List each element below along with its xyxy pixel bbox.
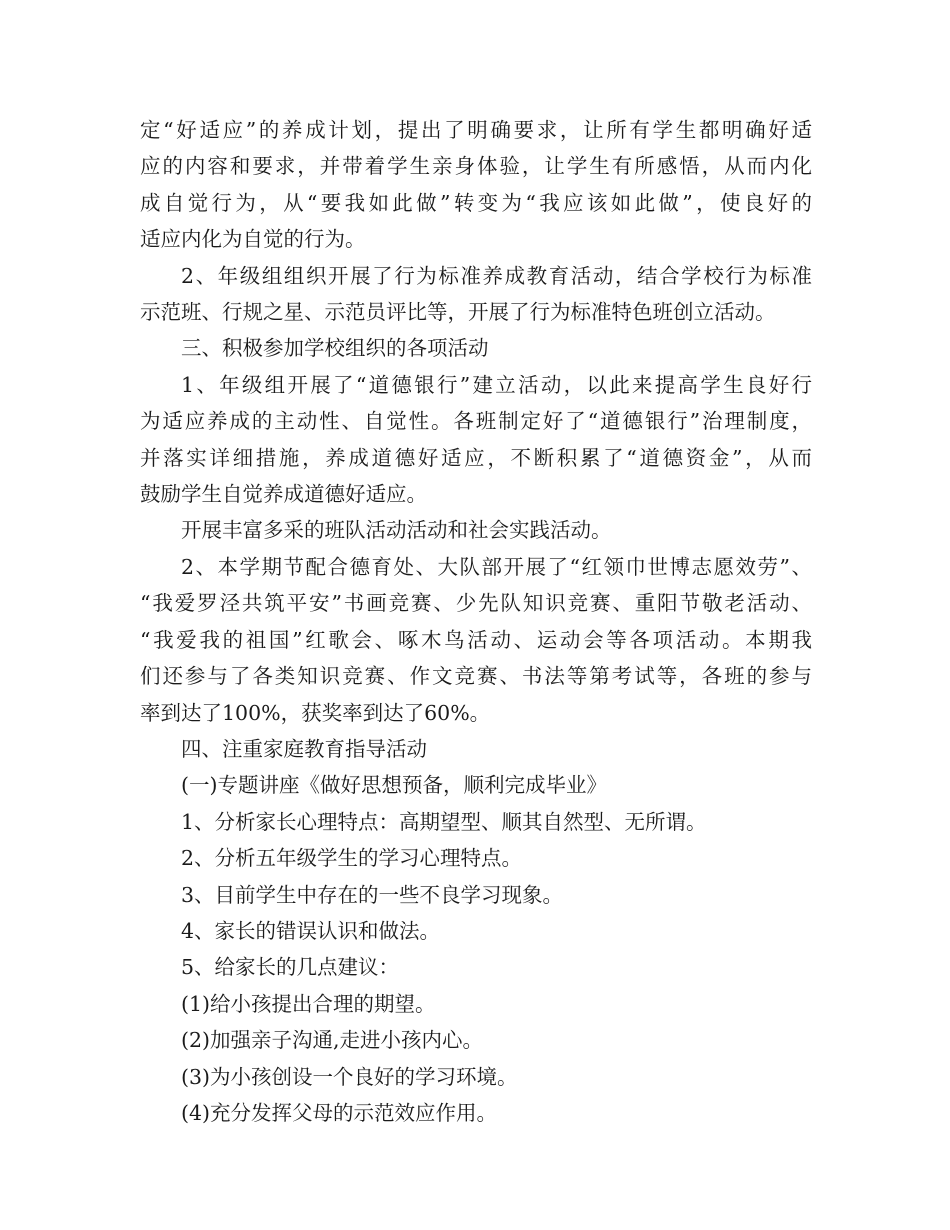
text-line: (一)专题讲座《做好思想预备，顺利完成毕业》 (181, 773, 607, 798)
text-line: 鼓励学生自觉养成道德好适应。 (140, 482, 427, 507)
list-item (140, 877, 812, 913)
paragraph (140, 112, 812, 258)
paragraph (140, 258, 812, 331)
list-item (140, 804, 812, 840)
text-line: 4、家长的错误认识和做法。 (181, 918, 441, 943)
paragraph (140, 549, 812, 731)
document-body (140, 112, 812, 1131)
text-line: 三、积极参加学校组织的各项活动 (181, 336, 489, 361)
text-line: 1、分析家长心理特点：高期望型、顺其自然型、无所谓。 (181, 809, 707, 834)
text-line: 3、目前学生中存在的一些不良学习现象。 (181, 882, 564, 907)
list-item (140, 913, 812, 949)
text-line: 1、年级组开展了“道德银行”建立活动，以此来提高学生良好行 (181, 372, 812, 397)
list-item (140, 840, 812, 876)
list-item (140, 1059, 812, 1095)
text-line: 开展丰富多采的班队活动活动和社会实践活动。 (181, 518, 612, 543)
text-line: 5、给家长的几点建议： (181, 955, 400, 980)
text-line: 2、年级组组织开展了行为标准养成教育活动，结合学校行为标准 (181, 263, 812, 288)
text-line: (2)加强亲子沟通,走进小孩内心。 (181, 1028, 484, 1053)
text-line: (3)为小孩创设一个良好的学习环境。 (181, 1064, 518, 1089)
text-line: (4)充分发挥父母的示范效应作用。 (181, 1100, 498, 1125)
text-line: 2、分析五年级学生的学习心理特点。 (181, 846, 523, 871)
text-line: 并落实详细措施，养成道德好适应，不断积累了“道德资金”，从而 (140, 445, 812, 470)
text-line: 四、注重家庭教育指导活动 (181, 736, 427, 761)
paragraph (140, 512, 812, 548)
text-line: 示范班、行规之星、示范员评比等，开展了行为标准特色班创立活动。 (140, 300, 776, 325)
text-line: 2、本学期节配合德育处、大队部开展了“红领巾世博志愿效劳”、 (181, 554, 812, 579)
text-line: 定“好适应”的养成计划，提出了明确要求，让所有学生都明确好适 (140, 118, 812, 142)
list-item (140, 949, 812, 985)
text-line: 应的内容和要求，并带着学生亲身体验，让学生有所感悟，从而内化 (140, 154, 812, 179)
text-line: 率到达了100%，获奖率到达了60%。 (140, 700, 491, 725)
text-line: 成自觉行为，从“要我如此做”转变为“我应该如此做”，使良好的 (140, 190, 812, 215)
section-heading (140, 731, 812, 767)
list-item (140, 1095, 812, 1131)
text-line: 适应内化为自觉的行为。 (140, 227, 366, 252)
sub-heading (140, 767, 812, 803)
section-heading (140, 330, 812, 366)
list-item (140, 986, 812, 1022)
text-line: “我爱罗泾共筑平安”书画竞赛、少先队知识竞赛、重阳节敬老活动、 (140, 591, 812, 616)
text-line: (1)给小孩提出合理的期望。 (181, 991, 436, 1016)
text-line: 为适应养成的主动性、自觉性。各班制定好了“道德银行”治理制度， (140, 409, 812, 434)
text-line: 们还参与了各类知识竞赛、作文竞赛、书法等第考试等，各班的参与 (140, 664, 812, 689)
paragraph (140, 367, 812, 513)
list-item (140, 1022, 812, 1058)
text-line: “我爱我的祖国”红歌会、啄木鸟活动、运动会等各项活动。本期我 (140, 627, 812, 652)
